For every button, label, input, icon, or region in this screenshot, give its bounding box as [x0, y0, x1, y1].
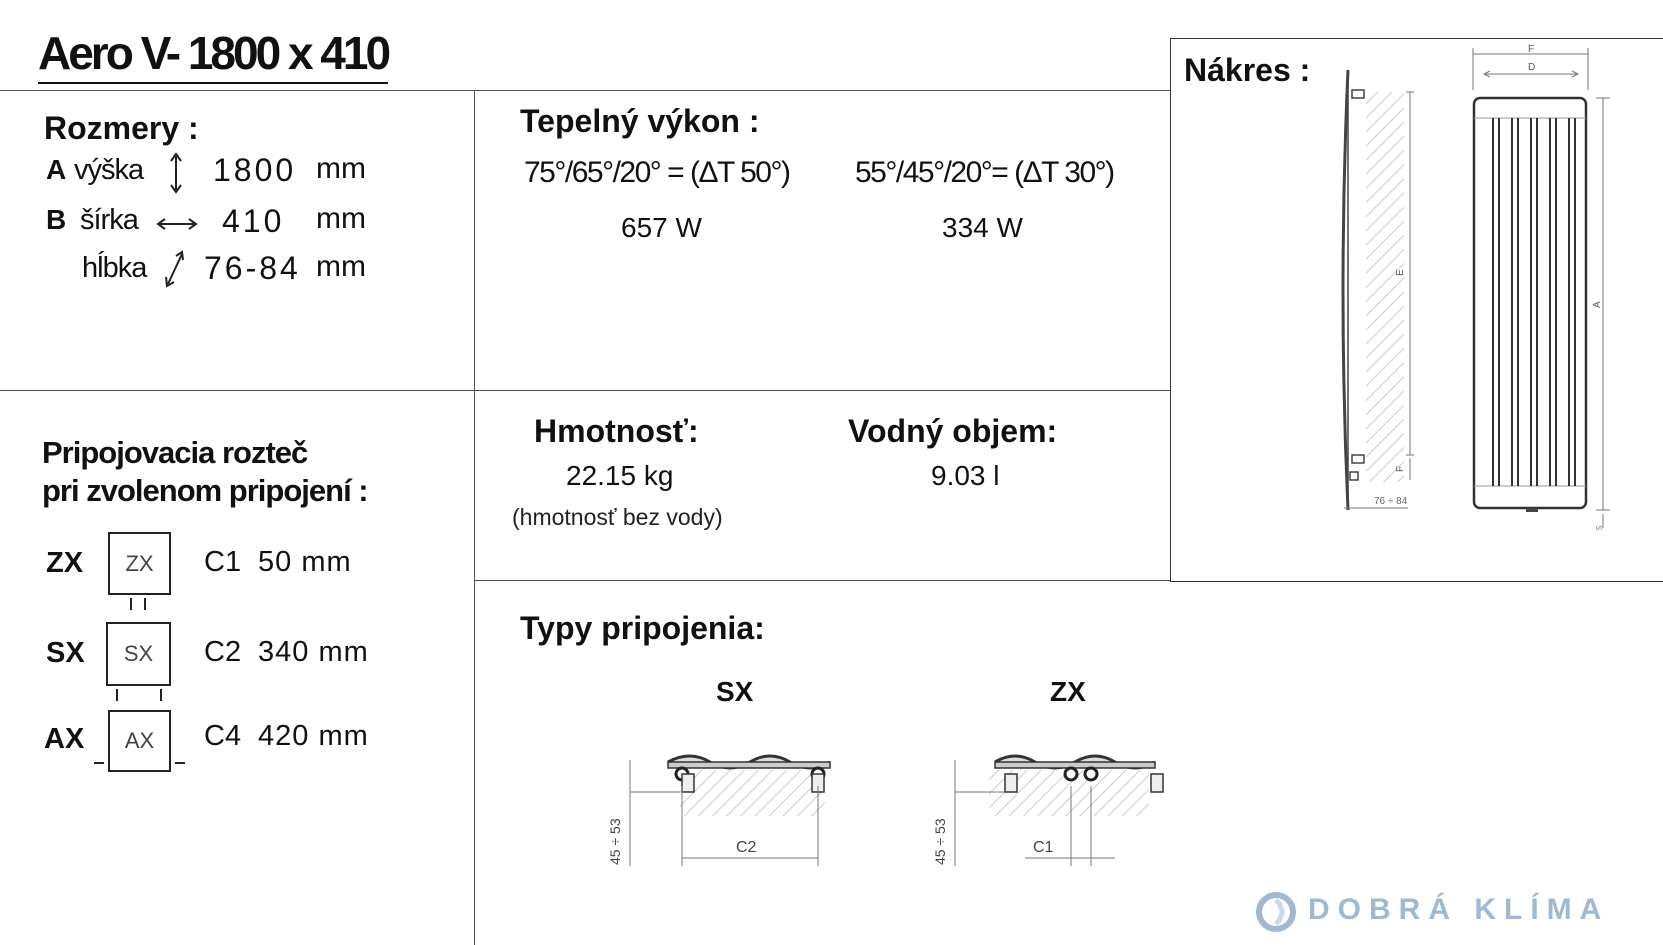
- wall-hatch: [1366, 92, 1404, 482]
- connection-c-label: C2: [204, 636, 242, 668]
- sx-c-label: C2: [736, 839, 757, 856]
- dimension-label: šírka: [80, 204, 138, 236]
- connection-box: SX: [106, 622, 171, 686]
- connection-distance: 340 mm: [258, 636, 369, 668]
- spacing-heading: [42, 434, 368, 510]
- pipe-mark: [116, 689, 118, 701]
- bracket-bottom: [1352, 455, 1364, 463]
- connection-code: AX: [44, 723, 85, 755]
- heat-value-1: 657 W: [621, 212, 702, 243]
- zx-c-label: C1: [1033, 839, 1054, 856]
- divider-lower: [474, 580, 1170, 581]
- divider-middle: [0, 390, 1170, 391]
- dimension-label: hĺbka: [82, 252, 147, 284]
- type-zx-label: ZX: [1050, 676, 1086, 707]
- bracket-top: [1352, 90, 1364, 98]
- divider-top: [0, 90, 1170, 91]
- radiator-drawing: [1330, 40, 1660, 540]
- divider-vertical: [474, 90, 475, 945]
- connection-c-label: C1: [204, 546, 242, 578]
- weight-heading: Hmotnosť:: [534, 413, 699, 449]
- connection-code: SX: [46, 637, 85, 669]
- zx-depth-label: 45 ÷ 53: [932, 818, 948, 865]
- dimension-label-depth: 76 ÷ 84: [1374, 496, 1408, 507]
- dimensions-heading: Rozmery :: [44, 110, 199, 146]
- dimension-key: B: [46, 204, 67, 235]
- dimension-label-e: E: [1395, 269, 1406, 276]
- weight-note: (hmotnosť bez vody): [512, 504, 723, 530]
- dimension-label-a: A: [1592, 301, 1603, 308]
- water-volume-value: 9.03 l: [931, 460, 1000, 491]
- heat-condition-1: 75°/65°/20° = (ΔT 50°): [524, 156, 790, 189]
- water-volume-heading: Vodný objem:: [848, 413, 1058, 449]
- page-title: Aero V- 1800 x 410: [38, 26, 388, 84]
- spacing-heading-line2: pri zvolenom pripojení :: [42, 473, 368, 508]
- spacing-heading-line1: Pripojovacia rozteč: [42, 435, 308, 470]
- sx-connection-diagram: [600, 730, 860, 870]
- connection-c-label: C4: [204, 720, 242, 752]
- connection-distance: 50 mm: [258, 546, 352, 578]
- dimension-key: A: [46, 154, 67, 185]
- brand-name: DOBRÁ KLÍMA: [1308, 893, 1610, 926]
- side-view: [1343, 70, 1414, 510]
- zx-connection-diagram: [925, 730, 1185, 870]
- wall-hatch: [680, 770, 825, 816]
- sx-depth-label: 45 ÷ 53: [607, 818, 623, 865]
- diagonal-arrow-icon: [164, 250, 186, 288]
- connection-box: ZX: [108, 532, 171, 595]
- dimension-label-d: D: [1528, 62, 1536, 73]
- heat-condition-2: 55°/45°/20°= (ΔT 30°): [855, 156, 1114, 189]
- dimension-value: 410: [222, 203, 285, 239]
- weight-value: 22.15 kg: [566, 460, 674, 491]
- connection-distance: 420 mm: [258, 720, 369, 752]
- pipe-mark: [175, 762, 185, 764]
- front-view: [1473, 44, 1610, 530]
- brand-logo-icon: [1254, 890, 1298, 934]
- dimension-label-s: 5: [1595, 525, 1604, 530]
- dimension-value: 1800: [213, 152, 297, 188]
- drawing-heading: Nákres :: [1184, 52, 1311, 88]
- dimension-label-b: F: [1528, 44, 1535, 55]
- connection-code: ZX: [46, 547, 84, 579]
- dimension-unit: mm: [316, 250, 366, 283]
- heat-value-2: 334 W: [942, 212, 1023, 243]
- pipe-mark: [144, 598, 146, 610]
- dimension-unit: mm: [316, 152, 366, 185]
- pipe-mark: [160, 689, 162, 701]
- horizontal-arrow-icon: [156, 216, 198, 232]
- dimension-unit: mm: [316, 202, 366, 235]
- connection-types-heading: Typy pripojenia:: [520, 610, 765, 646]
- dimension-value: 76-84: [204, 250, 301, 286]
- pipe-mark: [94, 762, 104, 764]
- type-sx-label: SX: [716, 676, 754, 707]
- vertical-arrow-icon: [168, 152, 184, 194]
- dimension-label: výška: [74, 154, 144, 186]
- pipe-mark: [130, 598, 132, 610]
- dimension-label-f: F: [1395, 465, 1406, 472]
- heat-output-heading: Tepelný výkon :: [520, 103, 760, 139]
- connection-box: AX: [108, 710, 171, 772]
